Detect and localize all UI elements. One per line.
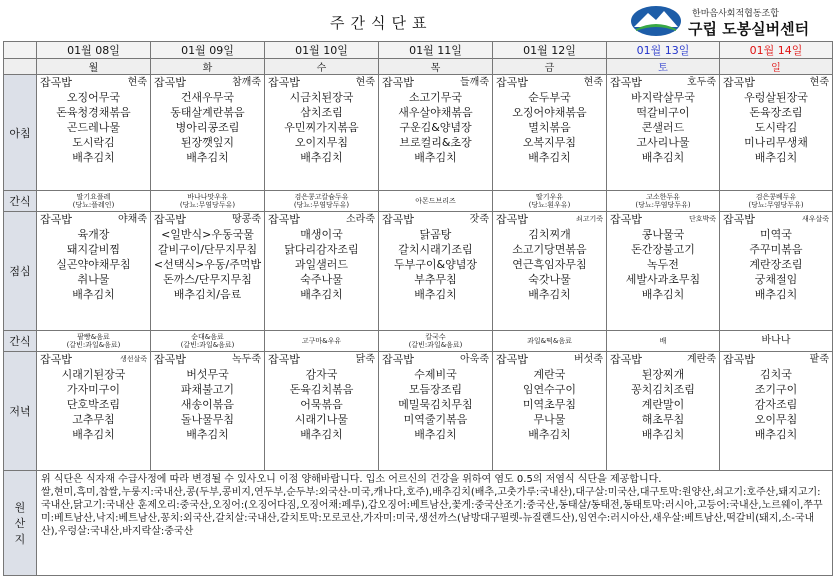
- corner-cell: [4, 59, 37, 75]
- dish-item: 두부구이&양념장: [394, 258, 477, 271]
- dish-item: 계란국: [533, 368, 566, 381]
- dish-item: 해초무침: [641, 413, 685, 426]
- dish-item: 소고기당면볶음: [512, 243, 587, 256]
- dinner-menu-cell: [151, 352, 265, 471]
- date-cell: 01월 13일: [607, 42, 720, 59]
- dish-item: 미역초무침: [522, 398, 577, 411]
- dish-item: 곤드레나물: [66, 121, 121, 134]
- dish-item: 수제비국: [414, 368, 457, 381]
- rice-item: 잡곡밥: [723, 353, 755, 366]
- date-cell: 01월 12일: [493, 42, 607, 59]
- rice-item: 잡곡밥: [40, 353, 72, 366]
- snack-label: 간식: [4, 331, 37, 352]
- dinner-row: [4, 352, 833, 471]
- rice-item: 잡곡밥: [610, 76, 642, 89]
- org-name: 구립 도봉실버센터: [688, 20, 810, 38]
- dish-item: 시래기나물: [294, 413, 349, 426]
- porridge-item: 호두죽: [687, 77, 716, 88]
- breakfast-row: [4, 75, 833, 191]
- porridge-item: 들깨죽: [460, 77, 489, 88]
- dish-item: 된장깻잎지: [180, 136, 235, 149]
- corner-cell: [4, 42, 37, 59]
- dish-item: 미역줄기볶음: [403, 413, 468, 426]
- rice-item: 잡곡밥: [382, 353, 414, 366]
- dish-item: 새송이볶음: [180, 398, 235, 411]
- snack-diabetic-option: (당뇨:무염당두유): [293, 201, 350, 209]
- rice-porridge-line: [37, 75, 150, 90]
- dish-item: 주꾸미볶음: [749, 243, 803, 256]
- dish-item: 돌나물무침: [180, 413, 235, 426]
- snack-diabetic-option: (갈빈:과일&음료): [408, 341, 463, 349]
- dish-item: 배추김치: [754, 288, 798, 301]
- weekday-cell: 화: [151, 59, 265, 75]
- snack-item: 바나나: [761, 335, 791, 346]
- rice-porridge-line: [151, 212, 264, 227]
- porridge-item: 녹두죽: [232, 354, 261, 365]
- snack-cell: [265, 331, 379, 352]
- dish-item: 배추김치: [72, 428, 115, 441]
- breakfast-menu-cell: [607, 75, 720, 191]
- date-cell: 01월 09일: [151, 42, 265, 59]
- rice-porridge-line: [493, 75, 606, 90]
- rice-porridge-line: [607, 352, 719, 367]
- dish-item: 매생이국: [300, 228, 343, 241]
- dish-item: 연근흑임자무침: [512, 258, 587, 271]
- rice-item: 잡곡밥: [723, 76, 755, 89]
- dish-item: <일반식>우동국물: [161, 228, 254, 241]
- snack-item: 순대&음료: [191, 333, 224, 341]
- dish-item: 배추김치: [300, 151, 343, 164]
- dish-item: 배추김치: [754, 428, 798, 441]
- dish-item: 취나물: [77, 273, 110, 286]
- dish-item: 꽁치김치조림: [631, 383, 695, 396]
- snack-diabetic-option: (갈빈:과일&음료): [66, 341, 121, 349]
- dish-item: 단호박조림: [66, 398, 121, 411]
- origin-label: 원 산 지: [4, 471, 37, 576]
- dish-item: 무나물: [533, 413, 566, 426]
- dish-item: 우렁살된장국: [744, 91, 808, 104]
- dish-item: 도시락김: [72, 136, 115, 149]
- weekday-cell: 월: [37, 59, 151, 75]
- snack-diabetic-option: (당뇨:흰우유): [528, 201, 571, 209]
- snack-cell: [493, 331, 607, 352]
- origin-text: 쌀,현미,흑미,찹쌀,누룽지:국내산,콩(두부,콩비지,연두부,순두부:외국산-미국,캐나다,호주),배추김치(배추,고춧가루:국내산),대구살:미국산,대구토막:원양산,쇠고기:호주산,돼지고기:국내산,닭고기:국내산 훈제오리:중국산,오징어:(오징어다짐,오징어채:페루),갑오징어:베트남산,꽃게:중국산조기:중국산,동태살/동태전,동태토막:러시아,고등어:국내산,노르웨이,쭈꾸미:베트남산,낙지:베트남산,꽁치:외국산,갈치살:국내산,갈치토막:모로코산,가자미:미국,생선까스(남방대구필렛-뉴질랜드산),임연수:러시아산,새우살:베트남산,떡갈비(돼지,소-국내산),우렁살:국내산,바지락살:중국산: [41, 487, 823, 537]
- dish-item: 삼치조림: [300, 106, 343, 119]
- porridge-item: 생선살죽: [119, 355, 147, 363]
- breakfast-menu-cell: [493, 75, 607, 191]
- dish-item: 우민찌가지볶음: [284, 121, 359, 134]
- snack-item: 검은콩고칼슘두유: [294, 193, 349, 201]
- rice-porridge-line: [493, 352, 606, 367]
- lunch-row: [4, 212, 833, 331]
- snack-cell: [151, 191, 265, 212]
- dish-item: 녹두전: [647, 258, 679, 271]
- snack-cell: [720, 191, 833, 212]
- snack-cell: [265, 191, 379, 212]
- breakfast-menu-cell: [379, 75, 493, 191]
- dish-item: 배추김치: [528, 288, 571, 301]
- rice-porridge-line: [151, 352, 264, 367]
- dish-item: 배추김치: [641, 428, 685, 441]
- dish-item: 배추김치: [754, 151, 798, 164]
- dish-item: 새우살야채볶음: [398, 106, 473, 119]
- rice-porridge-line: [37, 212, 150, 227]
- dish-item: 계란말이: [641, 398, 685, 411]
- porridge-item: 현죽: [809, 77, 829, 88]
- snack1-row: [4, 191, 833, 212]
- dish-item: 배추김치: [414, 151, 457, 164]
- snack-item: 칼국수: [425, 333, 446, 341]
- dish-item: 동태살계란볶음: [170, 106, 245, 119]
- lunch-menu-cell: [607, 212, 720, 331]
- dinner-menu-cell: [37, 352, 151, 471]
- dish-item: 육개장: [77, 228, 110, 241]
- snack-item: 배: [659, 337, 667, 345]
- dish-item: 바지락살무국: [631, 91, 695, 104]
- rice-item: 잡곡밥: [496, 353, 528, 366]
- dish-item: 순두부국: [528, 91, 571, 104]
- dinner-label: 저녁: [4, 352, 37, 471]
- dish-item: 건새우무국: [180, 91, 235, 104]
- weekday-cell: 금: [493, 59, 607, 75]
- snack-item: 딸기요플레: [76, 193, 111, 201]
- snack-cell: [379, 191, 493, 212]
- dish-item: 가자미구이: [66, 383, 121, 396]
- rice-porridge-line: [607, 212, 719, 227]
- dish-item: 돈간장불고기: [631, 243, 695, 256]
- porridge-item: 쇠고기죽: [575, 215, 603, 223]
- lunch-menu-cell: [37, 212, 151, 331]
- breakfast-menu-cell: [151, 75, 265, 191]
- date-cell: 01월 14일: [720, 42, 833, 59]
- porridge-item: 소라죽: [346, 214, 375, 225]
- dish-item: 배추김치: [186, 151, 229, 164]
- snack-diabetic-option: (당뇨:무염당두유): [748, 201, 804, 209]
- dish-item: 돈육청경채볶음: [56, 106, 131, 119]
- rice-porridge-line: [379, 212, 492, 227]
- dish-item: 소고기무국: [408, 91, 463, 104]
- rice-item: 잡곡밥: [268, 76, 300, 89]
- dish-item: 고추무침: [72, 413, 115, 426]
- date-cell: 01월 08일: [37, 42, 151, 59]
- rice-porridge-line: [720, 75, 832, 90]
- date-row: [4, 42, 833, 59]
- dish-item: 미나리무생채: [744, 136, 808, 149]
- porridge-item: 현죽: [355, 77, 375, 88]
- dish-item: 배추김치: [641, 151, 685, 164]
- origin-row: [4, 471, 833, 576]
- dish-item: 배추김치/음료: [173, 288, 242, 301]
- rice-item: 잡곡밥: [496, 76, 528, 89]
- snack-item: 과일&떡&음료: [527, 337, 572, 345]
- dish-item: 어묵볶음: [300, 398, 343, 411]
- snack-item: 아몬드브리즈: [415, 197, 456, 205]
- porridge-item: 단호박죽: [688, 215, 716, 223]
- dish-item: 돈육김치볶음: [289, 383, 354, 396]
- dinner-menu-cell: [720, 352, 833, 471]
- rice-item: 잡곡밥: [268, 213, 300, 226]
- rice-item: 잡곡밥: [154, 76, 186, 89]
- dish-item: 콘샐러드: [641, 121, 685, 134]
- dish-item: 된장찌개: [641, 368, 685, 381]
- weekday-cell: 수: [265, 59, 379, 75]
- breakfast-menu-cell: [720, 75, 833, 191]
- dish-item: 시래기된장국: [61, 368, 126, 381]
- date-cell: 01월 10일: [265, 42, 379, 59]
- weekday-cell: 토: [607, 59, 720, 75]
- dish-item: 김치찌개: [528, 228, 571, 241]
- porridge-item: 팥죽: [809, 354, 829, 365]
- dish-item: 세발사과초무침: [625, 273, 701, 286]
- lunch-menu-cell: [493, 212, 607, 331]
- dish-item: 배추김치: [186, 428, 229, 441]
- dish-item: 감자조림: [754, 398, 798, 411]
- dish-item: 숙주나물: [300, 273, 343, 286]
- snack-diabetic-option: (갈빈:과일&음료): [180, 341, 235, 349]
- rice-item: 잡곡밥: [610, 353, 642, 366]
- page-header: [0, 0, 835, 40]
- breakfast-menu-cell: [37, 75, 151, 191]
- dish-item: 콩나물국: [641, 228, 685, 241]
- dish-item: 오징어무국: [66, 91, 121, 104]
- snack-item: 검은콩베두유: [755, 193, 797, 201]
- rice-item: 잡곡밥: [496, 213, 528, 226]
- snack-item: 고구마&우유: [301, 337, 342, 345]
- porridge-item: 잣죽: [469, 214, 489, 225]
- porridge-item: 계란죽: [687, 354, 716, 365]
- org-subtitle: 한마음사회적협동조합: [692, 9, 779, 19]
- dish-item: 버섯무국: [186, 368, 229, 381]
- dish-item: 배추김치: [72, 288, 115, 301]
- rice-porridge-line: [265, 352, 378, 367]
- lunch-menu-cell: [720, 212, 833, 331]
- dish-item: 파채불고기: [180, 383, 235, 396]
- dish-item: 닭다리감자조림: [284, 243, 359, 256]
- dish-item: 도시락김: [754, 121, 798, 134]
- dish-item: 돈육장조림: [749, 106, 803, 119]
- snack-cell: [493, 191, 607, 212]
- snack-cell: [607, 191, 720, 212]
- dish-item: 과일샐러드: [294, 258, 349, 271]
- dish-item: 모듬장조림: [408, 383, 463, 396]
- dish-item: 배추김치: [528, 151, 571, 164]
- lunch-menu-cell: [379, 212, 493, 331]
- dish-item: 계란장조림: [749, 258, 803, 271]
- dinner-menu-cell: [265, 352, 379, 471]
- dinner-menu-cell: [493, 352, 607, 471]
- dish-item: 오징어야채볶음: [512, 106, 587, 119]
- rice-item: 잡곡밥: [382, 76, 414, 89]
- snack-cell: [151, 331, 265, 352]
- rice-porridge-line: [265, 75, 378, 90]
- rice-porridge-line: [37, 352, 150, 367]
- mountain-logo-icon: [630, 5, 682, 37]
- weekly-menu-table: [3, 41, 833, 576]
- rice-porridge-line: [151, 75, 264, 90]
- breakfast-label: 아침: [4, 75, 37, 191]
- dish-item: 김치국: [760, 368, 792, 381]
- page-title: 주간식단표: [330, 14, 433, 32]
- rice-porridge-line: [720, 212, 832, 227]
- dish-item: 임연수구이: [522, 383, 577, 396]
- dish-item: 배추김치: [300, 428, 343, 441]
- dish-item: 배추김치: [414, 428, 457, 441]
- snack-label: 간식: [4, 191, 37, 212]
- notice-cell: [37, 471, 833, 576]
- rice-item: 잡곡밥: [610, 213, 642, 226]
- dish-item: 오이지무침: [294, 136, 349, 149]
- dish-item: 실곤약야채무침: [56, 258, 131, 271]
- dinner-menu-cell: [607, 352, 720, 471]
- dish-item: 돈까스/단무지무침: [163, 273, 252, 286]
- porridge-item: 땅콩죽: [232, 214, 261, 225]
- rice-porridge-line: [265, 212, 378, 227]
- porridge-item: 닭죽: [355, 354, 375, 365]
- rice-item: 잡곡밥: [154, 353, 186, 366]
- snack-diabetic-option: (당뇨:플레인): [72, 201, 115, 209]
- snack-cell: [37, 191, 151, 212]
- lunch-menu-cell: [151, 212, 265, 331]
- dish-item: 오복지무침: [522, 136, 577, 149]
- dish-item: 돼지갈비찜: [66, 243, 121, 256]
- dish-item: 배추김치: [414, 288, 457, 301]
- date-cell: 01월 11일: [379, 42, 493, 59]
- snack-item: 고소한두유: [646, 193, 680, 201]
- dinner-menu-cell: [379, 352, 493, 471]
- porridge-item: 새우살죽: [801, 215, 829, 223]
- rice-item: 잡곡밥: [382, 213, 414, 226]
- dish-item: 멸치볶음: [528, 121, 571, 134]
- rice-item: 잡곡밥: [40, 213, 72, 226]
- dish-item: 떡갈비구이: [636, 106, 690, 119]
- dish-item: 갈치시래기조림: [398, 243, 473, 256]
- breakfast-menu-cell: [265, 75, 379, 191]
- rice-item: 잡곡밥: [723, 213, 755, 226]
- rice-porridge-line: [493, 212, 606, 227]
- snack-item: 팥빵&음료: [77, 333, 110, 341]
- weekday-row: [4, 59, 833, 75]
- snack-cell: [379, 331, 493, 352]
- org-logo: [630, 3, 835, 39]
- rice-porridge-line: [720, 352, 832, 367]
- snack2-row: [4, 331, 833, 352]
- dish-item: 병아리콩조림: [175, 121, 240, 134]
- dish-item: 구운김&양념장: [399, 121, 472, 134]
- porridge-item: 아욱죽: [460, 354, 489, 365]
- porridge-item: 야채죽: [118, 214, 147, 225]
- notice-text: 위 식단은 식자재 수급사정에 따라 변경될 수 있사오니 이점 양해바랍니다. 입소 어르신의 건강을 위하여 염도 0.5의 저염식 식단을 제공합니다.: [41, 474, 662, 485]
- porridge-item: 참깨죽: [232, 77, 261, 88]
- snack-item: 딸기우유: [535, 193, 564, 201]
- dish-item: 배추김치: [72, 151, 115, 164]
- dish-item: 감자국: [305, 368, 338, 381]
- dish-item: 오이무침: [754, 413, 798, 426]
- porridge-item: 현죽: [583, 77, 603, 88]
- snack-diabetic-option: (당뇨:무염당두유): [179, 201, 236, 209]
- dish-item: 브로컬리&초장: [399, 136, 472, 149]
- lunch-menu-cell: [265, 212, 379, 331]
- snack-cell: [720, 331, 833, 352]
- porridge-item: 버섯죽: [574, 354, 603, 365]
- dish-item: 고사리나물: [636, 136, 690, 149]
- dish-item: 시금치된장국: [289, 91, 354, 104]
- lunch-label: 점심: [4, 212, 37, 331]
- rice-item: 잡곡밥: [268, 353, 300, 366]
- dish-item: 조기구이: [754, 383, 798, 396]
- snack-cell: [37, 331, 151, 352]
- snack-diabetic-option: (당뇨:무염당두유): [635, 201, 691, 209]
- dish-item: 배추김치: [528, 428, 571, 441]
- dish-item: 숙갓나물: [528, 273, 571, 286]
- rice-item: 잡곡밥: [40, 76, 72, 89]
- dish-item: <선택식>우동/주먹밥: [153, 258, 262, 271]
- dish-item: 배추김치: [641, 288, 685, 301]
- rice-porridge-line: [379, 352, 492, 367]
- snack-item: 바나나맛우유: [187, 193, 228, 201]
- rice-porridge-line: [607, 75, 719, 90]
- dish-item: 닭곰탕: [419, 228, 452, 241]
- weekday-cell: 일: [720, 59, 833, 75]
- weekday-cell: 목: [379, 59, 493, 75]
- snack-cell: [607, 331, 720, 352]
- dish-item: 미역국: [760, 228, 792, 241]
- dish-item: 메밀묵김치무침: [398, 398, 473, 411]
- rice-item: 잡곡밥: [154, 213, 186, 226]
- rice-porridge-line: [379, 75, 492, 90]
- dish-item: 배추김치: [300, 288, 343, 301]
- dish-item: 갈비구이/단무지무침: [157, 243, 258, 256]
- dish-item: 부추무침: [414, 273, 457, 286]
- dish-item: 궁채절임: [754, 273, 798, 286]
- porridge-item: 현죽: [127, 77, 147, 88]
